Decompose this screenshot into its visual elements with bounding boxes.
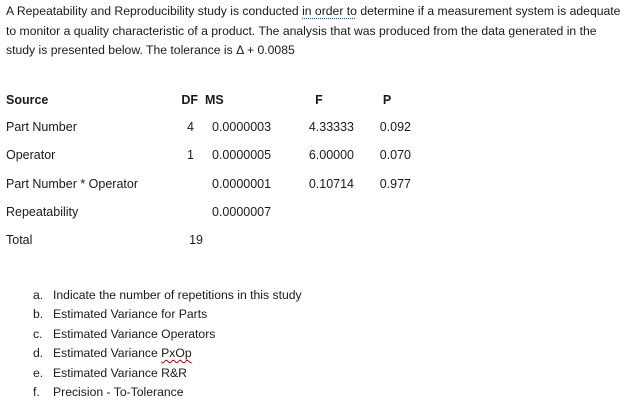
question-text: Precision - To-Tolerance (53, 385, 184, 400)
header-p: P (382, 93, 392, 107)
list-marker: f. (33, 385, 40, 400)
header-df: DF (181, 93, 198, 107)
list-marker: e. (33, 365, 44, 380)
row-p: 0.092 (379, 120, 411, 134)
list-item (33, 286, 302, 305)
header-f: F (315, 93, 323, 107)
question-text: Indicate the number of repetitions in this study (53, 288, 302, 302)
intro-dotted-phrase: in order to (302, 4, 357, 18)
header-source: Source (6, 93, 49, 107)
list-item (33, 325, 302, 344)
header-ms: MS (205, 93, 224, 107)
row-ms: 0.0000007 (212, 205, 272, 219)
row-source: Total (6, 233, 33, 247)
intro-text-part2: determine if a measurement system is adequate to monitor a quality characteristic of a product. The analysis that was produced from the data generated in the study is presented below. The tolerance is Δ + 0.0085 (6, 4, 621, 57)
row-f: 0.10714 (308, 177, 354, 191)
row-source: Operator (6, 148, 56, 162)
question-text-spellcheck: PxOp (161, 346, 192, 361)
row-p: 0.977 (379, 177, 411, 191)
row-ms: 0.0000001 (212, 177, 272, 191)
intro-text-part1: A Repeatability and Reproducibility study is conducted (6, 4, 303, 18)
list-item (33, 383, 302, 402)
row-df: 19 (189, 233, 203, 247)
row-df: 4 (187, 120, 194, 134)
row-source: Part Number * Operator (6, 177, 138, 191)
row-f: 6.00000 (308, 148, 354, 162)
row-ms: 0.0000005 (212, 148, 272, 162)
list-item (33, 344, 302, 363)
row-f: 4.33333 (308, 120, 354, 134)
list-marker: b. (33, 307, 44, 322)
list-marker: a. (33, 288, 44, 302)
row-df: 1 (187, 148, 194, 162)
list-item (33, 305, 302, 324)
intro-paragraph (6, 2, 628, 61)
question-text: Estimated Variance (53, 346, 162, 361)
row-source: Repeatability (6, 205, 79, 219)
question-list (33, 286, 302, 402)
question-text: Estimated Variance for Parts (53, 307, 208, 322)
row-source: Part Number (6, 120, 77, 134)
row-ms: 0.0000003 (212, 120, 272, 134)
question-text: Estimated Variance R&R (53, 365, 187, 380)
list-marker: c. (33, 326, 43, 341)
list-marker: d. (33, 346, 44, 361)
row-p: 0.070 (379, 148, 411, 162)
question-text: Estimated Variance Operators (53, 326, 216, 341)
list-item (33, 364, 302, 383)
